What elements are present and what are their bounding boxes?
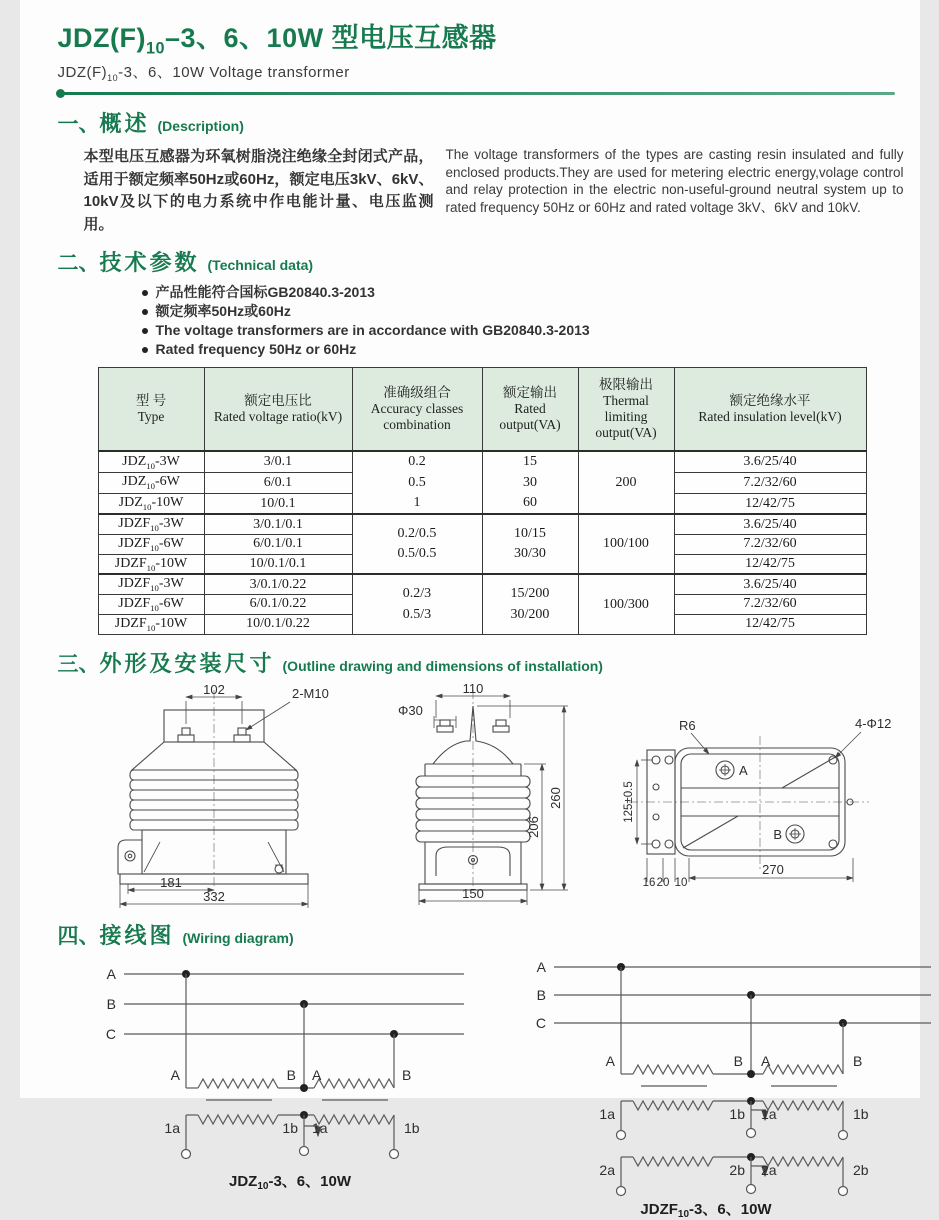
cell-thermal-group1: 200 [578,451,674,514]
type-sub: 10 [150,583,159,593]
section2-title-cn: 技术参数 [100,246,200,277]
description-english: The voltage transformers of the types are casting resin insulated and fully enclosed products.They are used for metering electric energy,volage control and relay protection in the electric non-useful-ground neutral system up to rated frequency 50Hz or 60Hz and rated voltage 3kV、6kV and 10kV. [446,146,904,236]
type-suffix: -10W [155,616,187,631]
type-prefix: JDZF [115,556,147,571]
description-chinese: 本型电压互感器为环氧树脂浇注绝缘全封闭式产品，适用于额定频率50Hz或60Hz，额定电压3kV、6kV、10kV及以下的电力系统中作电能计量、电压监测用。 [84,146,434,236]
terminal-1b-label: 1b [404,1120,420,1136]
flange-hole [829,840,837,848]
type-suffix: -3W [159,576,184,591]
output-line: 15 [485,452,576,472]
cell-type [98,534,204,554]
dim-20: 20 [656,877,669,889]
section4-title-en: (Wiring diagram) [183,930,294,946]
cell-type [98,493,204,514]
subtitle-prefix: JDZ(F) [58,64,108,81]
cell-insulation: 12/42/75 [674,614,866,634]
caption-sub: 10 [677,1209,689,1220]
type-suffix: -10W [155,556,187,571]
cell-insulation: 7.2/32/60 [674,594,866,614]
cell-ratio: 10/0.1/0.22 [204,614,352,634]
col-header-output [482,367,578,451]
type-suffix: -3W [159,516,184,531]
cell-output-group3 [482,574,578,634]
title-prefix: JDZ(F) [58,23,146,53]
label-terminal-B: B [773,827,782,842]
datasheet-page [20,0,920,1098]
output-line: 15/200 [485,584,576,604]
col-header-insulation [674,367,866,451]
col-header-thermal [578,367,674,451]
output-line: 30/30 [485,544,576,564]
bullet-item: 产品性能符合国标GB20840.3-2013 [142,283,920,302]
table-row [98,574,866,594]
caption-prefix: JDZF [640,1201,678,1218]
secondary-winding-1 [633,1101,713,1110]
label-terminal-A: A [739,763,748,778]
type-prefix: JDZ [119,495,143,510]
cell-insulation: 3.6/25/40 [674,574,866,594]
section3-number: 三、 [58,648,100,678]
cell-ratio: 3/0.1/0.22 [204,574,352,594]
table-row [98,451,866,472]
winding1-A-label: A [170,1067,180,1083]
cell-accuracy-group3 [352,574,482,634]
type-sub: 10 [147,623,156,633]
col-header-output-cn: 额定输出 [485,385,576,401]
phase-C-label: C [105,1026,115,1042]
winding1-B-label: B [733,1053,742,1069]
leader-line [835,732,861,758]
col-header-accuracy-cn: 准确级组合 [355,385,480,401]
output-line: 30 [485,473,576,493]
secondary-winding-1 [198,1115,278,1124]
specification-table [98,367,867,635]
col-header-insulation-cn: 额定绝缘水平 [677,393,864,409]
type-prefix: JDZF [118,516,150,531]
dim-332: 332 [203,889,225,904]
type-prefix: JDZF [118,536,150,551]
primary-winding-2 [763,1065,843,1074]
cell-type [98,451,204,472]
front-view-drawing [78,684,350,909]
section4-title-cn: 接线图 [100,919,175,950]
col-header-ratio-en: Rated voltage ratio(kV) [207,409,350,425]
dim-110: 110 [462,681,483,696]
type-prefix: JDZF [118,596,150,611]
dim-125: 125±0.5 [623,781,635,823]
cell-insulation: 12/42/75 [674,493,866,514]
type-suffix: -3W [155,454,180,469]
cell-thermal-group3: 100/300 [578,574,674,634]
type-sub: 10 [143,502,152,512]
phase-B-label: B [536,987,545,1003]
terminal-1b-label: 1b [729,1106,745,1122]
cell-ratio: 6/0.1/0.1 [204,534,352,554]
terminal-2a-label: 2a [761,1162,777,1178]
wiring-diagram-jdzf [516,952,939,1220]
cell-insulation: 3.6/25/40 [674,451,866,472]
accuracy-line: 0.5/3 [355,605,480,625]
output-line: 60 [485,493,576,513]
terminal-1a-label: 1a [761,1106,777,1122]
divider-dot [56,89,65,98]
section2-number: 二、 [58,247,100,277]
section3-title-en: (Outline drawing and dimensions of installation) [283,658,603,674]
winding2-A-label: A [312,1067,322,1083]
type-suffix: -6W [159,596,184,611]
terminal-1b-label: 1b [853,1106,869,1122]
cell-accuracy-group2 [352,514,482,574]
accuracy-line: 0.2 [355,452,480,472]
col-header-type-cn: 型 号 [101,393,202,409]
bullet-item: The voltage transformers are in accordance with GB20840.3-2013 [142,321,920,340]
cell-thermal-group2: 100/100 [578,514,674,574]
col-header-thermal-en: Thermal limiting output(VA) [581,393,672,442]
col-header-ratio [204,367,352,451]
cell-type [98,614,204,634]
terminal-2b-label: 2b [729,1162,745,1178]
col-header-insulation-en: Rated insulation level(kV) [677,409,864,425]
cell-ratio: 10/0.1/0.1 [204,554,352,574]
caption-suffix: -3、6、10W [689,1201,772,1218]
primary-winding-1 [633,1065,713,1074]
col-header-thermal-cn: 极限输出 [581,377,672,393]
primary-winding-1 [198,1079,278,1088]
leader-line [246,702,290,730]
diagram-caption-jdzf [640,1201,772,1220]
wiring-diagram-jdz [86,952,476,1196]
col-header-ratio-cn: 额定电压比 [207,393,350,409]
type-prefix: JDZF [115,616,147,631]
accuracy-line: 1 [355,493,480,513]
cell-type [98,574,204,594]
cell-insulation: 7.2/32/60 [674,472,866,493]
subtitle-suffix: -3、6、10W Voltage transformer [118,64,350,81]
leader-line [691,733,709,754]
wiring-diagrams [20,950,920,1220]
description-body [20,138,920,236]
type-sub: 10 [147,562,156,572]
page-subtitle [58,61,890,83]
section1-title-en: (Description) [158,118,244,134]
mounting-ear [118,840,142,874]
cell-insulation: 12/42/75 [674,554,866,574]
phase-A-label: A [536,959,546,975]
primary-winding-2 [314,1079,394,1088]
type-suffix: -10W [151,495,183,510]
caption-suffix: -3、6、10W [268,1173,351,1190]
technical-data-bullets [142,283,920,359]
phase-A-label: A [106,966,116,982]
cell-output-group2 [482,514,578,574]
cell-accuracy-group1 [352,451,482,514]
caption-prefix: JDZ [229,1173,257,1190]
dim-206: 206 [526,816,541,838]
dim-10: 10 [674,877,687,889]
type-sub: 10 [150,543,159,553]
cell-ratio: 3/0.1/0.1 [204,514,352,534]
dim-270: 270 [762,862,784,877]
page-title [58,16,890,58]
winding2-B-label: B [402,1067,411,1083]
dim-102: 102 [203,682,225,697]
type-sub: 10 [150,523,159,533]
section4-heading [20,919,920,950]
accuracy-line: 0.2/3 [355,584,480,604]
label-R6: R6 [679,718,696,733]
table-row [98,514,866,534]
winding2-A-label: A [761,1053,771,1069]
cell-type [98,594,204,614]
col-header-accuracy-en: Accuracy classes combination [355,401,480,433]
cell-ratio: 10/0.1 [204,493,352,514]
type-prefix: JDZ [122,454,146,469]
winding1-A-label: A [605,1053,615,1069]
subtitle-subscript: 10 [107,73,118,83]
dim-150: 150 [462,886,484,901]
cell-type [98,514,204,534]
col-header-accuracy [352,367,482,451]
cell-ratio: 6/0.1/0.22 [204,594,352,614]
winding1-B-label: B [286,1067,295,1083]
terminal-2a-label: 2a [599,1162,615,1178]
section4-number: 四、 [58,920,100,950]
top-view-drawing [607,712,912,892]
cell-output-group1 [482,451,578,514]
accuracy-line: 0.2/0.5 [355,524,480,544]
side-view-drawing [376,684,581,909]
section2-title-en: (Technical data) [208,257,314,273]
chamfer-edge [683,816,738,848]
caption-sub: 10 [257,1181,269,1192]
winding2-B-label: B [853,1053,862,1069]
outline-drawings [20,678,920,909]
section2-heading [20,246,920,277]
cell-insulation: 7.2/32/60 [674,534,866,554]
type-sub: 10 [146,481,155,491]
cell-ratio: 6/0.1 [204,472,352,493]
type-sub: 10 [150,603,159,613]
dim-181: 181 [160,875,182,890]
terminal-1b-label: 1b [282,1120,298,1136]
label-4-phi12: 4-Φ12 [855,716,891,731]
type-prefix: JDZ [122,474,146,489]
terminal-2b-label: 2b [853,1162,869,1178]
col-header-type-en: Type [101,409,202,425]
type-suffix: -6W [155,474,180,489]
dim-16: 16 [642,877,655,889]
table-header-row [98,367,866,451]
tertiary-winding-1 [633,1157,713,1166]
type-suffix: -6W [159,536,184,551]
title-divider-rule [58,92,895,95]
accuracy-line: 0.5/0.5 [355,544,480,564]
section3-title-cn: 外形及安装尺寸 [100,647,275,678]
output-line: 10/15 [485,524,576,544]
terminal-1a-label: 1a [164,1120,180,1136]
dim-phi30: Φ30 [398,703,423,718]
cell-ratio: 3/0.1 [204,451,352,472]
title-suffix: –3、6、10W 型电压互感器 [165,23,497,53]
col-header-type [98,367,204,451]
phase-C-label: C [535,1015,545,1031]
cell-type [98,554,204,574]
section1-heading [20,107,920,138]
col-header-output-en: Rated output(VA) [485,401,576,433]
section1-number: 一、 [58,108,100,138]
section3-heading [20,647,920,678]
bullet-item: Rated frequency 50Hz or 60Hz [142,340,920,359]
bullet-item: 额定频率50Hz或60Hz [142,302,920,321]
phase-B-label: B [106,996,115,1012]
dim-260: 260 [548,787,563,809]
output-line: 30/200 [485,605,576,625]
cell-type [98,472,204,493]
accuracy-line: 0.5 [355,473,480,493]
section1-title-cn: 概述 [100,107,150,138]
type-sub: 10 [146,461,155,471]
terminal-1a-label: 1a [312,1120,328,1136]
terminal-1a-label: 1a [599,1106,615,1122]
page-header [20,0,920,95]
cell-insulation: 3.6/25/40 [674,514,866,534]
title-subscript: 10 [146,39,165,57]
type-prefix: JDZF [118,576,150,591]
diagram-caption-jdz [229,1173,352,1192]
label-2-M10: 2-M10 [292,686,329,701]
